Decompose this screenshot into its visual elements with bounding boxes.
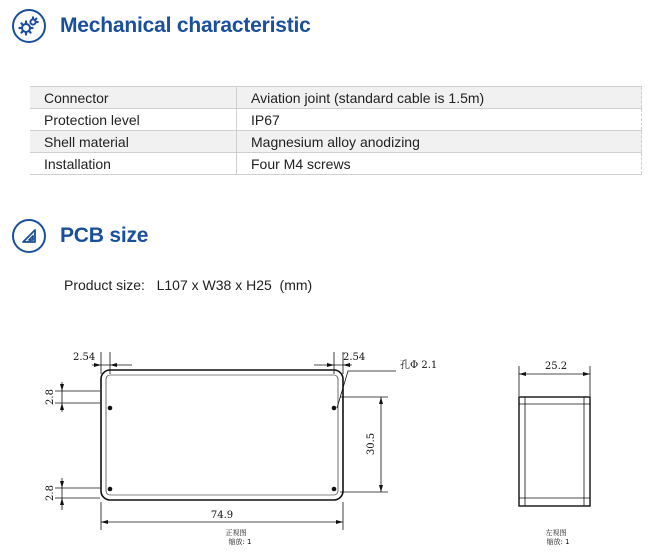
- side-dim-width: 25.2: [544, 361, 568, 372]
- product-size-value: L107 x W38 x H25 (mm): [156, 277, 313, 293]
- mechanical-section-title: Mechanical characteristic: [60, 14, 311, 37]
- pcb-section-header: [12, 219, 148, 253]
- side-view-scale: 缩放: 1: [546, 538, 570, 546]
- pcb-front-outline: [101, 370, 343, 500]
- mounting-hole: [108, 487, 113, 492]
- mechanical-section-header: [12, 9, 311, 43]
- dim-left-top: 2.8: [45, 389, 56, 405]
- spec-key: Installation: [30, 153, 237, 175]
- spec-value: Magnesium alloy anodizing: [237, 131, 642, 153]
- product-size-label: Product size:: [64, 277, 145, 293]
- mounting-hole: [332, 487, 337, 492]
- front-view-scale: 缩放: 1: [228, 538, 252, 546]
- spec-value: IP67: [237, 109, 642, 131]
- spec-key: Connector: [30, 87, 237, 109]
- side-view-caption: 左视图: [545, 529, 567, 537]
- dim-height: 30.5: [366, 432, 377, 456]
- dim-top-left: 2.54: [73, 352, 96, 363]
- spec-value: Four M4 screws: [237, 153, 642, 175]
- front-view-caption: 正视图: [225, 529, 247, 537]
- dim-left-bottom: 2.8: [45, 485, 56, 501]
- table-row: [30, 131, 642, 153]
- spec-value: Aviation joint (standard cable is 1.5m): [237, 87, 642, 109]
- mounting-hole: [108, 406, 113, 411]
- pcb-technical-drawing: [0, 330, 650, 555]
- mechanical-spec-table: [30, 86, 642, 175]
- spec-key: Protection level: [30, 109, 237, 131]
- mounting-hole: [332, 406, 337, 411]
- product-size-line: [64, 277, 312, 293]
- table-row: [30, 87, 642, 109]
- dim-width: 74.9: [210, 510, 234, 521]
- triangle-ruler-icon: [12, 219, 46, 253]
- pcb-inner-outline: [106, 375, 338, 495]
- pcb-side-outline: [519, 397, 590, 506]
- table-row: [30, 109, 642, 131]
- table-row: [30, 153, 642, 175]
- gears-icon: [12, 9, 46, 43]
- hole-note: 孔Φ 2.1: [400, 360, 438, 371]
- spec-key: Shell material: [30, 131, 237, 153]
- pcb-section-title: PCB size: [60, 224, 149, 247]
- dim-top-right: 2.54: [343, 352, 366, 363]
